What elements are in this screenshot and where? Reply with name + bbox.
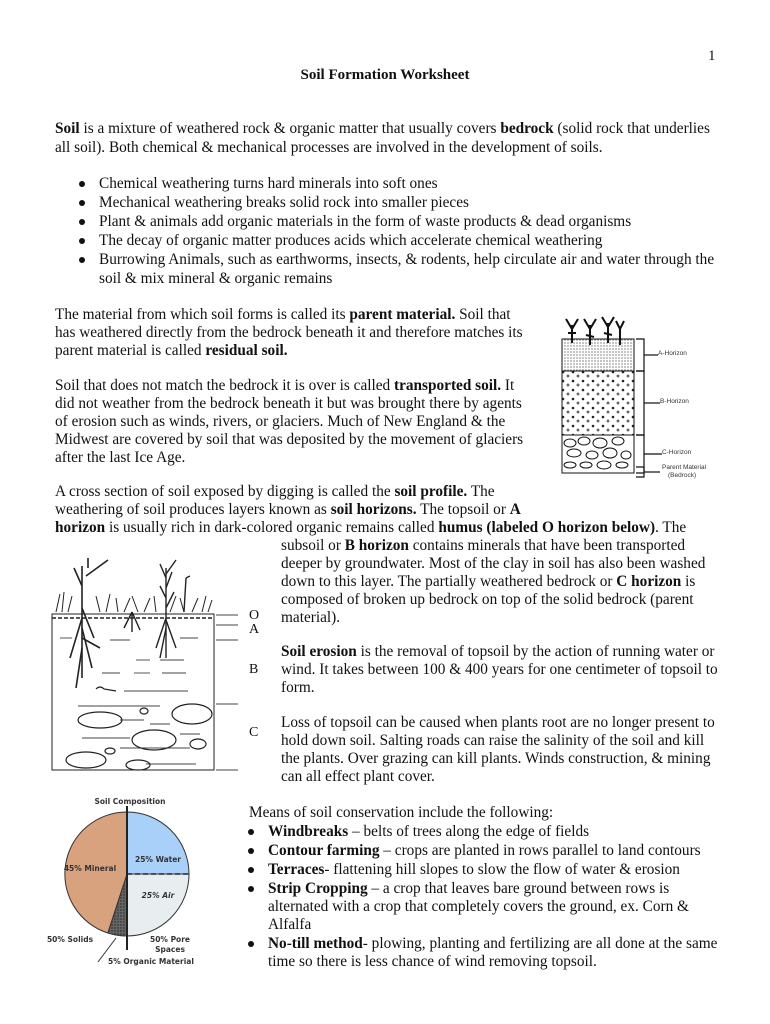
transported-line-3: of erosion such as winds, rivers, or glaciers. Much of New England & the [55,413,506,430]
bullet-icon [79,257,85,263]
transported-line-4: Midwest are covered by soil that was deposited by the movement of glaciers [55,431,524,448]
term-a: A [509,501,521,518]
list-item: Mechanical weathering breaks solid rock into smaller pieces [99,194,469,211]
list-item [268,879,669,898]
bullet-icon [79,181,85,187]
text: Soil that does not match the bedrock it is over is called [55,377,395,394]
parent-material-line-3 [55,341,288,360]
text: weathering of soil produces layers known as [55,501,331,518]
term-soil: Soil [55,120,80,137]
term-soil-erosion: Soil erosion [281,643,357,660]
transported-line-2: did not weather from the bedrock beneath it but was brought there by agents [55,395,522,412]
bullet-icon [248,848,254,854]
erosion-line-1 [281,642,715,661]
term-strip-cropping: Strip Cropping [268,880,368,897]
intro-line-1 [55,119,710,138]
term-soil-profile: soil profile. [394,483,468,500]
text: is usually rich in dark-colored organic remains called [105,519,439,536]
text: - flattening hill slopes to slow the flow of water & erosion [324,861,680,878]
soil-profile-line-3 [55,518,686,537]
bullet-icon [248,941,254,947]
parent-material-line-2: has weathered directly from the bedrock beneath it and therefore matches its [55,324,523,341]
term-windbreaks: Windbreaks [268,823,349,840]
bullet-icon [79,219,85,225]
c-horizon-label: C-Horizon [662,449,692,456]
intro-line-2: all soil). Both chemical & mechanical processes are involved in the development of soils. [55,139,603,156]
term-b-horizon: B horizon [344,537,409,554]
soil-profile-line-5: deeper by groundwater. Most of the clay in soil has also been washed [281,555,706,572]
text: . The [655,519,687,536]
soil-profile-line-8: material). [281,609,341,626]
intro-text: is a mixture of weathered rock & organic matter that usually covers [79,120,501,137]
pie-label-solids: 50% Solids [46,935,94,944]
soil-profile-line-2 [55,500,521,519]
c-horizon-letter: C [249,725,259,740]
term-c-horizon: C horizon [616,573,682,590]
text: is [681,573,696,590]
erosion-line-3: form. [281,679,315,696]
text: – crops are planted in rows parallel to land contours [379,842,701,859]
list-item-continuation: alternated with a crop that completely covers the ground, ex. Corn & [268,898,689,915]
topsoil-loss-line-4: can all effect plant cover. [281,768,435,785]
conservation-intro: Means of soil conservation include the following: [249,804,554,821]
term-terraces: Terraces [268,861,325,878]
soil-composition-pie [30,792,230,972]
b-horizon-letter: B [249,662,259,677]
term-horizon: horizon [55,519,106,536]
term-parent-material: parent material. [349,306,456,323]
bullet-icon [248,829,254,835]
pie-slice-air [127,874,189,936]
a-horizon-letter: A [249,622,260,637]
term-contour-farming: Contour farming [268,842,380,859]
term-transported-soil: transported soil. [394,377,502,394]
term-soil-horizons: soil horizons. [330,501,417,518]
list-item-continuation: soil & mix mineral & organic remains [99,270,333,287]
bullet-icon [248,867,254,873]
text: Soil that [455,306,511,323]
a-horizon-label: A-Horizon [658,350,687,357]
term-humus: humus (labeled O horizon below) [438,519,656,536]
soil-profile-illustration [540,315,720,485]
soil-profile-line-7: composed of broken up bedrock on top of the solid bedrock (parent [281,591,694,608]
pie-label-organic: 5% Organic Material [108,957,194,966]
term-no-till-method: No-till method [268,935,363,952]
bedrock-label: (Bedrock) [668,472,697,479]
term-residual-soil: residual soil. [205,342,288,359]
list-item [268,822,589,841]
list-item-continuation: Alfalfa [268,916,312,933]
o-horizon-letter: O [249,608,260,623]
intro-text: (solid rock that underlies [553,120,710,137]
text: - plowing, planting and fertilizing are all done at the same [362,935,718,952]
text: contains minerals that have been transported [408,537,686,554]
text: The [467,483,495,500]
page-number: 1 [708,48,716,64]
text: is the removal of topsoil by the action of running water or [356,643,715,660]
bullet-icon [79,238,85,244]
pie-title: Soil Composition [94,797,166,806]
soil-horizon-diagram [20,548,280,788]
parent-material-label: Parent Material [662,464,707,471]
bullet-icon [248,886,254,892]
soil-profile-line-4 [281,536,685,555]
soil-composition-chart [30,792,230,972]
b-horizon-label: B-Horizon [660,398,689,405]
page-title: Soil Formation Worksheet [300,67,470,83]
text: It [501,377,515,394]
text: – belts of trees along the edge of fields [348,823,590,840]
list-item: Burrowing Animals, such as earthworms, insects, & rodents, help circulate air and water through the [99,251,715,268]
parent-material-line-1 [55,305,511,324]
soil-horizons-illustration [20,548,280,788]
text: subsoil or [281,537,345,554]
text: – a crop that leaves bare ground between rows is [367,880,670,897]
soil-profile-line-1 [55,482,495,501]
pie-slice-water [127,812,189,874]
pie-label-water: 25% Water [135,855,181,864]
list-item: Plant & animals add organic materials in the form of waste products & dead organisms [99,213,632,230]
text: down to this layer. The partially weathered bedrock or [281,573,617,590]
list-item: The decay of organic matter produces acids which accelerate chemical weathering [99,232,603,249]
list-item [268,860,680,879]
erosion-line-2: wind. It takes between 100 & 400 years for one centimeter of topsoil to [281,661,718,678]
pie-label-mineral: 45% Mineral [63,864,117,873]
bullet-icon [79,200,85,206]
soil-profile-line-6 [281,572,695,591]
topsoil-loss-line-1: Loss of topsoil can be caused when plants root are no longer present to [281,714,715,731]
pie-label-spaces: Spaces [155,945,185,954]
transported-line-1 [55,376,514,395]
list-item-continuation: time so there is less chance of wind removing topsoil. [268,953,597,970]
pie-label-air: 25% Air [141,891,175,900]
text: The topsoil or [416,501,510,518]
transported-line-5: after the last Ice Age. [55,449,186,466]
list-item: Chemical weathering turns hard minerals into soft ones [99,175,438,192]
list-item [268,934,717,953]
topsoil-loss-line-3: the plants. Over grazing can kill plants. Winds construction, & mining [281,750,711,767]
pie-label-pore: 50% Pore [150,935,190,944]
text: A cross section of soil exposed by digging is called the [55,483,395,500]
text: The material from which soil forms is called its [55,306,350,323]
topsoil-loss-line-2: hold down soil. Salting roads can raise the salinity of the soil and kill [281,732,705,749]
term-bedrock: bedrock [500,120,554,137]
list-item [268,841,701,860]
text: parent material is called [55,342,206,359]
soil-profile-diagram [540,315,720,485]
